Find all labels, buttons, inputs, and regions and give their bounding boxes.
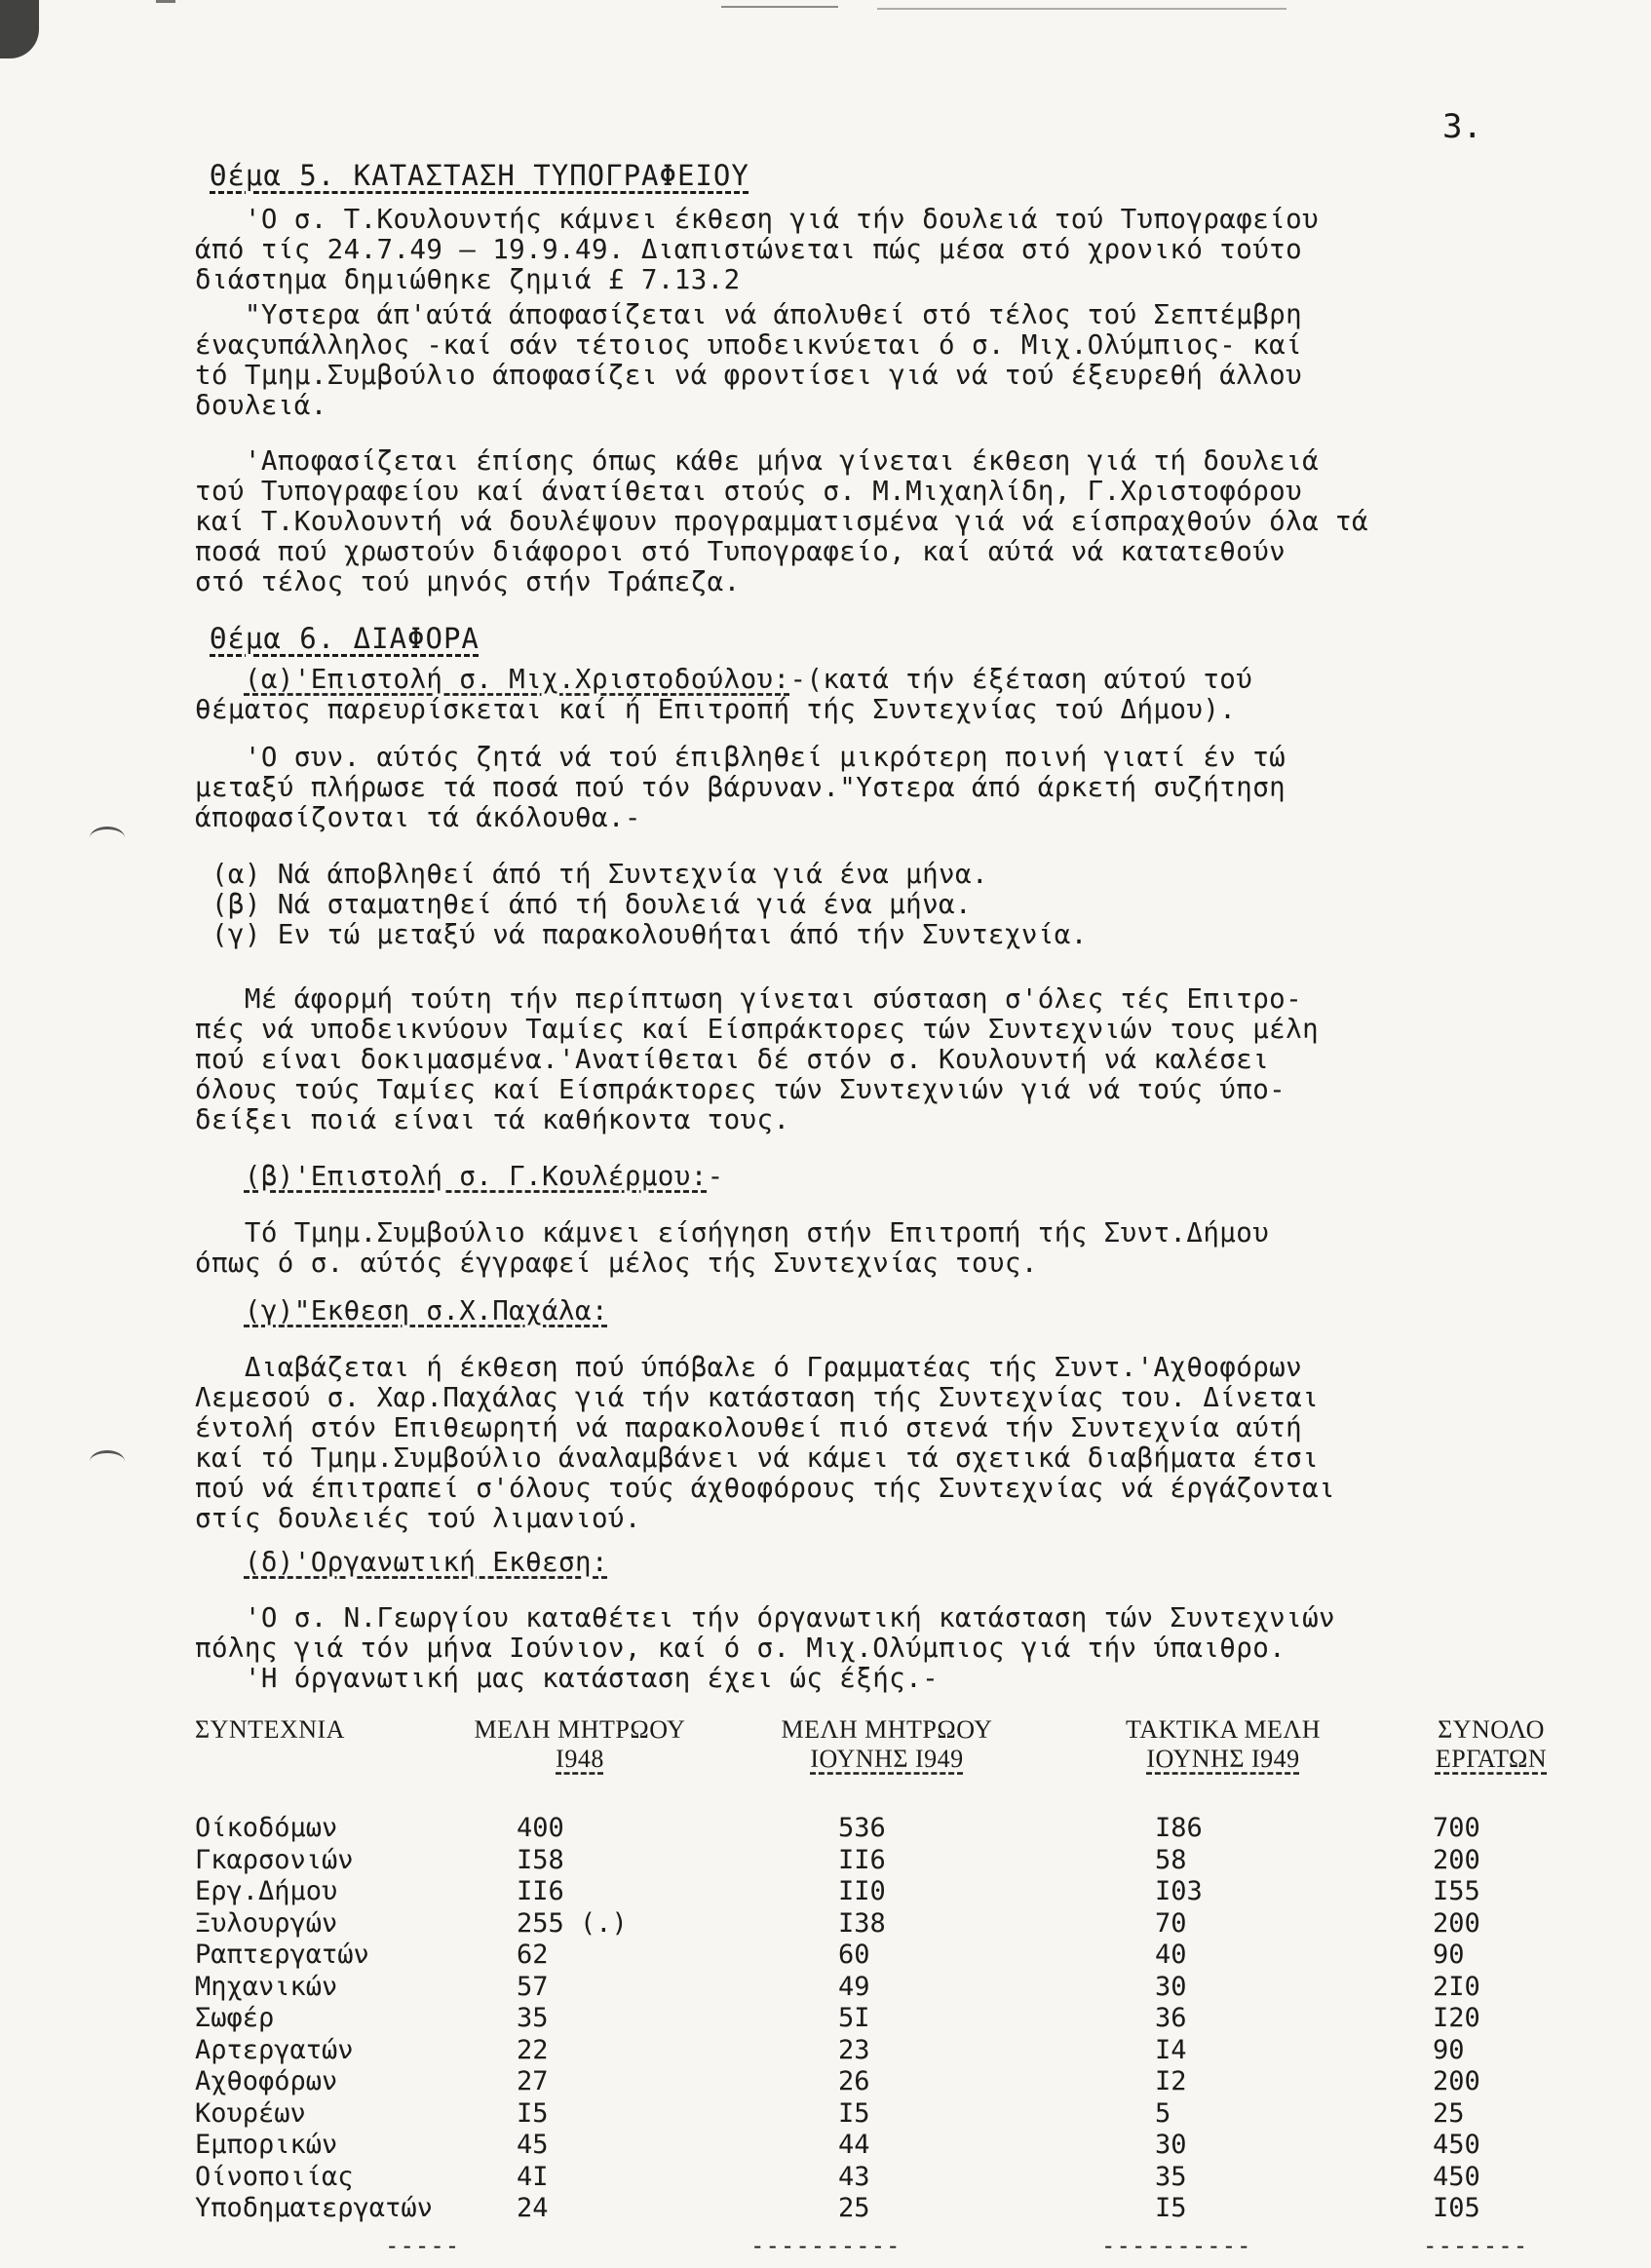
theme6-item-a-list: (α) Νά άποβληθεί άπό τή Συντεχνία γιά ένα μήνα. (β) Νά σταματηθεί άπό τή δουλειά γιά ένα μήνα. (γ) Εν τώ μεταξύ νά παρακολουθήται άπό τήν Συντεχνία.: [211, 859, 1088, 950]
table-cell-value: 35: [517, 2003, 549, 2033]
table-cell-value: 255 (.): [517, 1907, 628, 1939]
dashed-rule: -------: [1423, 2232, 1529, 2259]
table-cell-value: 90: [1433, 1940, 1465, 1970]
table-cell-value: 200: [1433, 1844, 1480, 1875]
table-cell-value: 36: [1155, 2003, 1187, 2033]
theme6-item-b-intro: [195, 1162, 1618, 1192]
table-cell-union: Οίκοδόμων: [195, 1813, 338, 1843]
table-cell-union: Οίνοποιίας: [195, 2161, 354, 2192]
table-cell-value: ΙΙ0: [838, 1876, 886, 1906]
table-cell-value: 60: [838, 1940, 870, 1970]
theme5-paragraph-2: "Υστερα άπ'αύτά άποφασίζεται νά άπολυθεί στό τέλος τού Σεπτέμβρη έναςυπάλληλος -καί σάν τέτοιος υποδεικνύεται ό σ. Μιχ.Ολύμπιος- καί tό Τμημ.Συμβούλιο άποφασίζει νά φροντίσει γιά νά τού έξευρεθή άλλου δουλειά.: [195, 299, 1303, 421]
table-cell-value: Ι86: [1155, 1813, 1203, 1843]
item-d-title: (δ)'Οργανωτική Εκθεση:: [244, 1547, 608, 1578]
table-cell-value: 62: [517, 1940, 549, 1970]
table-cell-value: Ι5: [1155, 2193, 1187, 2223]
table-cell-union: Εργ.Δήμου: [195, 1876, 338, 1906]
table-cell-union: Υποδηματεργατών: [195, 2193, 433, 2223]
table-cell-value: 43: [838, 2161, 870, 2192]
table-cell-value: 5Ι: [838, 2003, 870, 2033]
table-cell-value: 49: [838, 1971, 870, 2002]
item-b-title-rest: -: [707, 1161, 724, 1192]
table-row: [195, 2162, 1608, 2193]
theme6-item-d-paragraph-1: 'Ο σ. Ν.Γεωργίου καταθέτει τήν όργανωτική κατάσταση τών Συντεχνιών πόλης γιά τόν μήνα Ιούνιον, καί ό σ. Μιχ.Ολύμπιος γιά τήν ύπαιθρο. 'Η όργανωτική μας κατάσταση έχει ώς έξής.-: [195, 1602, 1335, 1694]
table-cell-value: Ι20: [1433, 2003, 1480, 2033]
scan-hole-punch: [90, 826, 125, 849]
table-cell-value: 24: [517, 2193, 549, 2223]
table-cell-value: ΙΙ6: [517, 1876, 564, 1906]
table-row: [195, 1940, 1608, 1971]
scan-ink-blot: [0, 0, 39, 58]
table-cell-union: Κουρέων: [195, 2097, 306, 2129]
dashed-rule: ----------: [750, 2232, 902, 2259]
table-cell-value: Ι38: [838, 1907, 886, 1939]
table-row: [195, 2130, 1608, 2161]
table-cell-value: 44: [838, 2130, 870, 2160]
table-cell-union: Μηχανικών: [195, 1971, 338, 2002]
table-cell-value: 450: [1433, 2130, 1480, 2160]
scan-edge-line: [877, 8, 1286, 10]
table-cell-value: 200: [1433, 1907, 1480, 1939]
scan-edge-line: [156, 0, 175, 3]
table-cell-value: ΙΙ6: [838, 1844, 886, 1875]
table-cell-union: Γκαρσονιών: [195, 1844, 354, 1875]
table-header-3: [1087, 1715, 1360, 1774]
table-row: [195, 2003, 1608, 2034]
table-cell-value: Ι58: [517, 1844, 564, 1875]
table-cell-union: Σωφέρ: [195, 2003, 275, 2033]
table-cell-value: 90: [1433, 2034, 1465, 2065]
dashed-rule: ----------: [1101, 2232, 1252, 2259]
table-cell-value: Ι4: [1155, 2034, 1187, 2065]
scan-hole-punch: [90, 1450, 125, 1473]
table-cell-value: 27: [517, 2066, 549, 2096]
table-header-2: [755, 1715, 1018, 1774]
table-row: [195, 1876, 1608, 1907]
item-a-title-rest: -(κατά τήν έξέταση αύτού τού θέματος παρευρίσκεται καί ή Επιτροπή τής Συντεχνίας τού Δήμου).: [195, 664, 1253, 725]
item-b-title: (β)'Επιστολή σ. Γ.Κουλέρμου:: [244, 1161, 708, 1192]
theme6-item-c-intro: [195, 1296, 1618, 1326]
table-row: [195, 1972, 1608, 2003]
table-cell-value: Ι5: [838, 2097, 870, 2129]
theme5-paragraph-3: 'Αποφασίζεται έπίσης όπως κάθε μήνα γίνεται έκθεση γιά τή δουλειά τού Τυπογραφείου καί άνατίθεται στούς σ. Μ.Μιχαηλίδη, Γ.Χριστοφόρου καί Τ.Κουλουντή νά δουλέψουν προγραμματισμένα γιά νά είσπραχθούν όλα τά ποσά πού χρωστούν διάφοροι στό Τυπογραφείο, καί αύτά νά κατατεθούν στό τέλος τού μηνός στήν Τράπεζα.: [195, 445, 1368, 597]
table-row: [195, 2066, 1608, 2097]
table-row: [195, 1845, 1608, 1876]
table-cell-value: 4Ι: [517, 2161, 549, 2192]
table-row: [195, 2098, 1608, 2130]
table-header-line1: ΣΥΝΟΛΟ: [1438, 1715, 1545, 1744]
table-header-1: [453, 1715, 707, 1774]
theme6-heading: Θέμα 6. ΔΙΑΦΟΡΑ: [210, 622, 480, 655]
item-c-title: (γ)"Εκθεση σ.Χ.Παχάλα:: [244, 1295, 608, 1326]
table-cell-value: 450: [1433, 2161, 1480, 2192]
table-cell-value: 25: [838, 2193, 870, 2223]
table-cell-union: Ξυλουργών: [195, 1907, 338, 1939]
table-cell-value: 30: [1155, 1971, 1187, 2002]
theme5-heading: Θέμα 5. ΚΑΤΑΣΤΑΣΗ ΤΥΠΟΓΡΑΦΕΙΟΥ: [210, 159, 749, 192]
page-number: 3.: [1442, 107, 1482, 146]
table-cell-value: 23: [838, 2034, 870, 2065]
item-a-title: (α)'Επιστολή σ. Μιχ.Χριστοδούλου:: [244, 664, 790, 695]
table-header-line1: ΣΥΝΤΕΧΝΙΑ: [195, 1715, 345, 1744]
dashed-rule: -----: [385, 2232, 461, 2259]
table-cell-value: 400: [517, 1813, 564, 1843]
table-cell-value: Ι2: [1155, 2066, 1187, 2096]
theme6-item-d-intro: [195, 1548, 1618, 1578]
theme6-item-a-paragraph-2: Μέ άφορμή τούτη τήν περίπτωση γίνεται σύσταση σ'όλες τές Επιτρο- πές νά υποδεικνύουν Ταμίες καί Είσπράκτορες τών Συντεχνιών τους μέλη πού είναι δοκιμασμένα.'Ανατίθεται δέ στόν σ. Κουλουντή νά καλέσει όλους τούς Ταμίες καί Είσπράκτορες τών Συντεχνιών γιά νά τούς ύπο- δείξει ποιά είναι τά καθήκοντα τους.: [195, 983, 1320, 1135]
table-cell-value: 5: [1155, 2097, 1171, 2129]
table-cell-value: 536: [838, 1813, 886, 1843]
table-row: [195, 2035, 1608, 2066]
table-header-line2: Ι948: [556, 1745, 604, 1773]
scan-edge-line: [721, 6, 838, 8]
table-cell-value: 30: [1155, 2130, 1187, 2160]
table-cell-value: 26: [838, 2066, 870, 2096]
table-cell-value: Ι03: [1155, 1876, 1203, 1906]
theme6-item-c-paragraph-1: Διαβάζεται ή έκθεση πού ύπόβαλε ό Γραμματέας τής Συντ.'Αχθοφόρων Λεμεσού σ. Χαρ.Παχάλας γιά τήν κατάσταση τής Συντεχνίας του. Δίνεται έντολή στόν Επιθεωρητή νά παρακολουθεί πιό στενά τήν Συντεχνία αύτή καί τό Τμημ.Συμβούλιο άναλαμβάνει νά κάμει τά σχετικά διαβήματα έτσι πού νά έπιτραπεί σ'όλους τούς άχθοφόρους τής Συντεχνίας νά έργάζονται στίς δουλειές τού λιμανιού.: [195, 1352, 1335, 1534]
table-header-line1: ΜΕΛΗ ΜΗΤΡΩΟΥ: [781, 1715, 993, 1744]
table-header-line2: ΙΟΥΝΗΣ Ι949: [810, 1745, 964, 1773]
table-header-line2: ΕΡΓΑΤΩΝ: [1435, 1745, 1548, 1773]
table-cell-value: 70: [1155, 1907, 1187, 1939]
table-cell-union: Εμπορικών: [195, 2130, 338, 2160]
table-header-line1: ΜΕΛΗ ΜΗΤΡΩΟΥ: [474, 1715, 686, 1744]
table-cell-value: Ι5: [517, 2097, 549, 2129]
theme6-item-a-intro: [195, 665, 1618, 725]
table-cell-value: Ι05: [1433, 2193, 1480, 2223]
table-cell-union: Αχθοφόρων: [195, 2066, 338, 2096]
table-row: [195, 2193, 1608, 2224]
table-cell-union: Αρτεργατών: [195, 2034, 354, 2065]
theme6-item-b-paragraph-1: Τό Τμημ.Συμβούλιο κάμνει είσήγηση στήν Επιτροπή τής Συντ.Δήμου όπως ό σ. αύτός έγγραφεί μέλος τής Συντεχνίας τους.: [195, 1217, 1270, 1279]
table-row: [195, 1908, 1608, 1940]
table-header-line1: ΤΑΚΤΙΚΑ ΜΕΛΗ: [1126, 1715, 1321, 1744]
table-cell-value: 35: [1155, 2161, 1187, 2192]
theme6-item-a-paragraph-1: 'Ο συν. αύτός ζητά νά τού έπιβληθεί μικρότερη ποινή γιατί έν τώ μεταξύ πλήρωσε τά ποσά πού τόν βάρυναν."Υστερα άπό άρκετή συζήτηση άποφασίζονται τά άκόλουθα.-: [195, 742, 1286, 833]
table-cell-value: 700: [1433, 1813, 1480, 1843]
table-header-4: [1408, 1715, 1574, 1774]
table-cell-value: 22: [517, 2034, 549, 2065]
table-cell-value: Ι55: [1433, 1876, 1480, 1906]
table-header-line2: ΙΟΥΝΗΣ Ι949: [1146, 1745, 1300, 1773]
table-cell-value: 58: [1155, 1844, 1187, 1875]
theme5-paragraph-1: 'Ο σ. Τ.Κουλουντής κάμνει έκθεση γιά τήν δουλειά τού Τυπογραφείου άπό τίς 24.7.49 — 19.9.49. Διαπιστώνεται πώς μέσα στό χρονικό τούτο διάστημα δημιώθηκε ζημιά £ 7.13.2: [195, 204, 1320, 295]
table-cell-union: Ραπτεργατών: [195, 1940, 369, 1970]
table-cell-value: 45: [517, 2130, 549, 2160]
table-row: [195, 1813, 1608, 1844]
table-cell-value: 57: [517, 1971, 549, 2002]
table-cell-value: 2Ι0: [1433, 1971, 1480, 2002]
table-header-0: [195, 1715, 345, 1745]
table-cell-value: 40: [1155, 1940, 1187, 1970]
table-cell-value: 25: [1433, 2097, 1465, 2129]
table-cell-value: 200: [1433, 2066, 1480, 2096]
